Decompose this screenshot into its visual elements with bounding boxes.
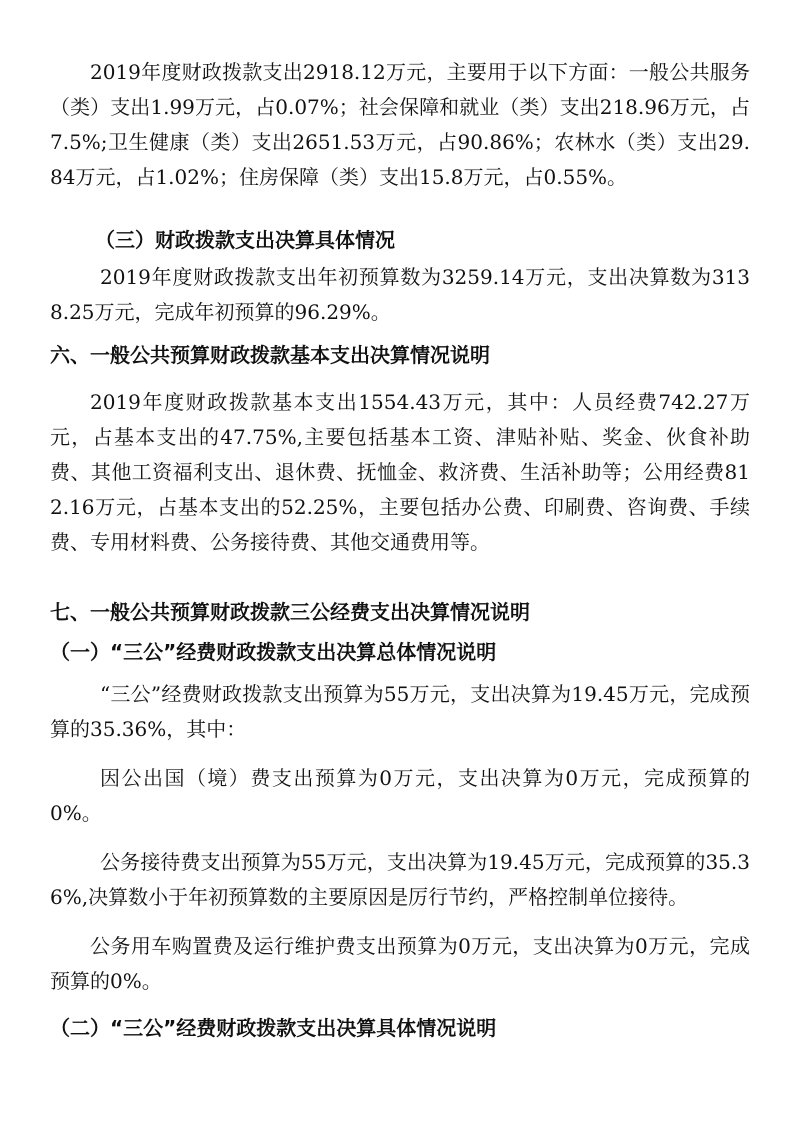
paragraph-three-public-total: “三公”经费财政拨款支出预算为55万元，支出决算为19.45万元，完成预算的35.36%，其中： bbox=[50, 682, 750, 741]
paragraph-expenditure-breakdown: 2019年度财政拨款支出2918.12万元，主要用于以下方面：一般公共服务（类）支出1.99万元，占0.07%；社会保障和就业（类）支出218.96万元，占7.5%;卫生健康（类）支出2651.53万元，占90.86%；农林水（类）支出29.84万元，占1.02%；住房保障（类）支出15.8万元，占0.55%。 bbox=[50, 60, 750, 189]
paragraph-official-vehicles: 公务用车购置费及运行维护费支出预算为0万元，支出决算为0万元，完成预算的0%。 bbox=[50, 934, 750, 993]
paragraph-basic-expenditure: 2019年度财政拨款基本支出1554.43万元，其中：人员经费742.27万元，占基本支出的47.75%,主要包括基本工资、津贴补贴、奖金、伙食补助费、其他工资福利支出、退休费、抚恤金、救济费、生活补助等；公用经费812.16万元，占基本支出的52.25%，主要包括办公费、印刷费、咨询费、手续费、专用材料费、公务接待费、其他交通费用等。 bbox=[50, 390, 750, 554]
paragraph-overseas-travel: 因公出国（境）费支出预算为0万元，支出决算为0万元，完成预算的0%。 bbox=[50, 766, 750, 825]
heading-section-seven: 七、一般公共预算财政拨款三公经费支出决算情况说明 bbox=[50, 600, 530, 624]
paragraph-official-reception: 公务接待费支出预算为55万元，支出决算为19.45万元，完成预算的35.36%,决算数小于年初预算数的主要原因是厉行节约，严格控制单位接待。 bbox=[50, 850, 750, 909]
heading-subsection-2: （二）“三公”经费财政拨款支出决算具体情况说明 bbox=[50, 1016, 497, 1040]
heading-section-six: 六、一般公共预算财政拨款基本支出决算情况说明 bbox=[50, 343, 490, 367]
heading-section-3: （三）财政拨款支出决算具体情况 bbox=[95, 228, 395, 252]
heading-subsection-1: （一）“三公”经费财政拨款支出决算总体情况说明 bbox=[50, 640, 497, 664]
paragraph-budget-completion: 2019年度财政拨款支出年初预算数为3259.14万元，支出决算数为3138.25万元，完成年初预算的96.29%。 bbox=[50, 265, 750, 324]
